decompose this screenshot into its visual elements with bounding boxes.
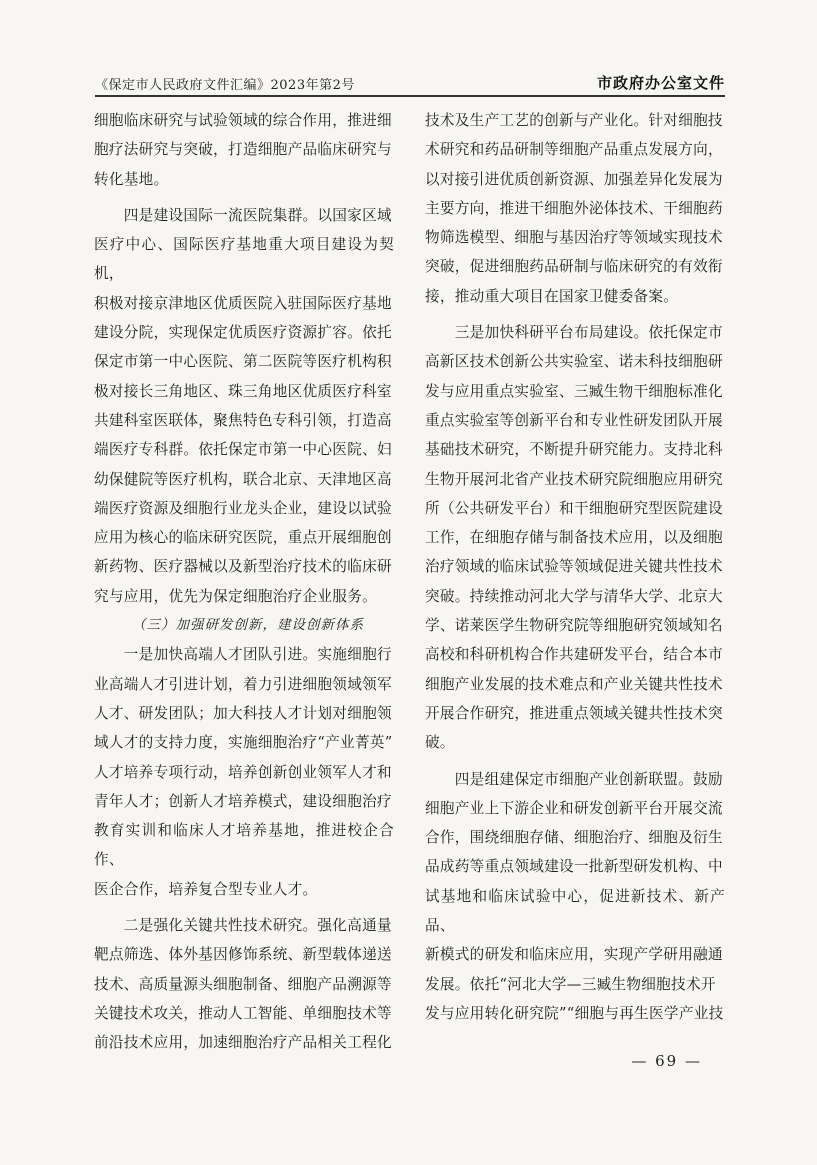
text-line: 三是加快科研平台布局建设。依托保定市 [425,324,723,342]
text-line: 品成药等重点领域建设一批新型研发机构、中 [425,858,723,876]
text-line: 细胞临床研究与试验领域的综合作用，推进细 [94,112,392,129]
text-line: 物筛选模型、细胞与基因治疗等领域实现技术 [425,229,723,247]
header-divider [95,95,725,97]
text-line: 前沿技术应用，加速细胞治疗产品相关工程化 [94,1034,392,1052]
text-line: 细胞产业发展的技术难点和产业关键共性技术 [425,675,723,693]
text-line: 医企合作，培养复合型专业人才。 [94,880,318,898]
text-line: 极对接长三角地区、珠三角地区优质医疗科室 [94,382,392,400]
text-line: 所（公共研发平台）和干细胞研究型医院建设 [425,499,723,517]
text-line: 人才、研发团队；加大科技人才计划对细胞领 [94,704,392,722]
text-line: 高校和科研机构合作共建研发平台，结合本市 [425,646,723,664]
text-line: 建设分院，实现保定优质医疗资源扩容。依托 [94,324,392,342]
text-line: 域人才的支持力度，实施细胞治疗“产业菁英” [94,734,393,752]
text-line: 工作，在细胞存储与制备技术应用，以及细胞 [425,529,723,547]
text-line: 四是建设国际一流医院集群。以国家区域 [94,206,392,224]
text-line: 幼保健院等医疗机构，联合北京、天津地区高 [94,470,392,488]
text-line: 重点实验室等创新平台和专业性研发团队开展 [425,411,723,429]
text-line: 关键技术攻关，推动人工智能、单细胞技术等 [94,1004,392,1022]
text-line: 医疗中心、国际医疗基地重大项目建设为契机， [94,236,394,283]
text-line: 二是强化关键共性技术研究。强化高通量 [94,917,392,935]
text-line: 突破。持续推动河北大学与清华大学、北京大 [425,587,723,605]
text-line: 人才培养专项行动，培养创新创业领军人才和 [94,763,392,781]
text-line: 转化基地。 [94,170,169,188]
text-line: 以对接引进优质创新资源、加强差异化发展为 [425,170,723,188]
text-line: 破。 [425,734,455,752]
text-line: 端医疗资源及细胞行业龙头企业，建设以试验 [94,499,392,517]
text-line: 技术及生产工艺的创新与产业化。针对细胞技 [425,112,723,129]
text-line: 突破，促进细胞药品研制与临床研究的有效衔 [425,258,723,276]
text-line: 胞疗法研究与突破，打造细胞产品临床研究与 [94,141,392,159]
section-label: 市政府办公室文件 [596,74,725,92]
paragraph-gap [94,194,394,201]
section-heading: （三）加强研发创新，建设创新体系 [132,617,364,634]
text-line: 合作，围绕细胞存储、细胞治疗、细胞及衍生 [425,829,723,847]
text-line: 积极对接京津地区优质医院入驻国际医疗基地 [94,294,392,312]
text-line: 教育实训和临床人才培养基地，推进校企合作、 [94,822,394,869]
text-line: 新模式的研发和临床应用，实现产学研用融通 [425,946,723,964]
paragraph-gap [94,904,394,911]
text-line: 青年人才；创新人才培养模式，建设细胞治疗 [94,792,392,810]
text-line: 应用为核心的临床研究医院，重点开展细胞创 [94,529,392,547]
paragraph-gap [425,758,725,765]
text-line: 新药物、医疗器械以及新型治疗技术的临床研 [94,558,392,576]
text-line: 治疗领域的临床试验等领域促进关键共性技术 [425,558,723,576]
text-line: 四是组建保定市细胞产业创新联盟。鼓励 [425,770,723,788]
text-line: 主要方向，推进干细胞外泌体技术、干细胞药 [425,199,723,217]
text-line: 术研究和药品研制等细胞产品重点发展方向， [425,141,723,159]
text-line: 发展。依托“河北大学—三臧生物细胞技术开 [425,975,716,993]
text-line: 基础技术研究，不断提升研究能力。支持北科 [425,441,723,459]
text-line: 学、诺莱医学生物研究院等细胞研究领域知名 [425,617,723,635]
text-line: 发与应用重点实验室、三臧生物干细胞标准化 [425,382,723,400]
publication-title: 《保定市人民政府文件汇编》2023年第2号 [95,78,355,93]
text-line: 开展合作研究，推进重点领域关键共性技术突 [425,704,723,722]
page-number: — 69 — [631,1052,702,1070]
text-line: 究与应用，优先为保定细胞治疗企业服务。 [94,587,377,605]
text-line: 靶点筛选、体外基因修饰系统、新型载体递送 [94,946,392,964]
text-line: 共建科室医联体，聚焦特色专科引领，打造高 [94,411,392,429]
text-line: 细胞产业上下游企业和研发创新平台开展交流 [425,799,723,817]
text-line: 一是加快高端人才团队引进。实施细胞行 [94,646,392,664]
page-header [95,72,725,92]
text-line: 高新区技术创新公共实验室、诺未科技细胞研 [425,353,723,371]
text-line: 接，推动重大项目在国家卫健委备案。 [425,287,679,305]
text-line: 端医疗专科群。依托保定市第一中心医院、妇 [94,441,392,459]
text-line: 技术、高质量源头细胞制备、细胞产品溯源等 [94,975,392,993]
left-text-column [94,106,394,1058]
text-line: 发与应用转化研究院”“细胞与再生医学产业技 [425,1004,724,1022]
text-line: 试基地和临床试验中心，促进新技术、新产品、 [425,887,725,935]
text-line: 生物开展河北省产业技术研究院细胞应用研究 [425,470,723,488]
text-line: 保定市第一中心医院、第二医院等医疗机构积 [94,353,392,371]
text-line: 业高端人才引进计划，着力引进细胞领域领军 [94,675,392,693]
paragraph-gap [425,311,725,318]
right-text-column [425,106,725,1028]
